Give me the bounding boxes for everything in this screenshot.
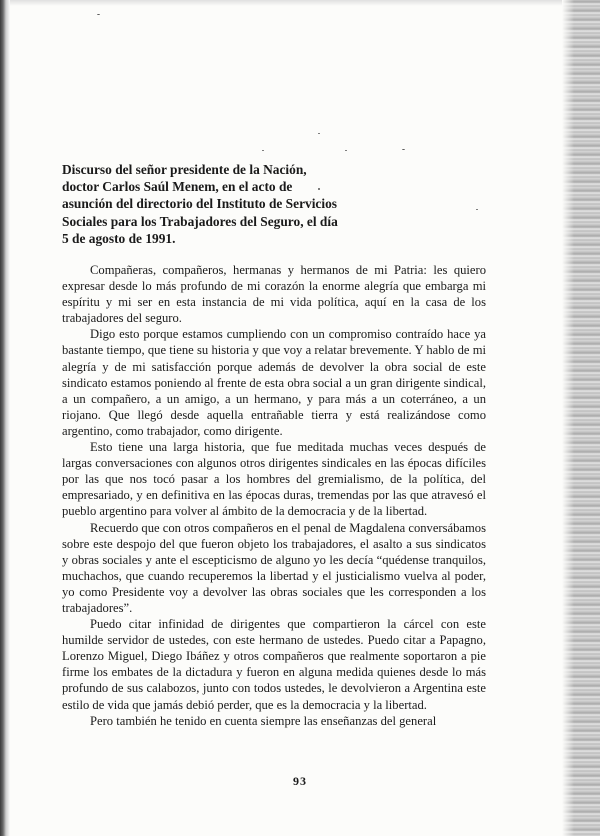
scan-speck [345,150,347,151]
page-number: 93 [293,774,307,788]
scan-speck [97,14,100,15]
page-binding-edge [0,0,10,836]
scan-speck [402,149,405,150]
scan-shadow [10,0,562,6]
speech-body [62,262,486,729]
scan-speck [318,133,320,134]
paragraph: Compañeras, compañeros, hermanas y hermanos de mi Patria: les quiero expresar desde lo más profundo de mi corazón la enorme alegría que embarga mi espíritu y mi ser en esta instancia de mi vida política, aquí en la casa de los trabajadores del seguro. [62,263,486,326]
scan-speck [476,209,478,210]
scan-speck [262,150,264,151]
paragraph: Digo esto porque estamos cumpliendo con un compromiso contraído hace ya bastante tiempo, que tiene su historia y que voy a relatar brevemente. Y hablo de mi alegría y de mi satisfacción porque además de devolver la obra social de este sindicato estamos poniendo al frente de esta obra social a un gran dirigente sindical, a un compañero, a un amigo, a un hermano, y para más a un coterráneo, a un riojano. Que llegó desde aquella entrañable tierra y está realizándose como argentino, como trabajador, como dirigente. [62,327,486,438]
paragraph: Puedo citar infinidad de dirigentes que compartieron la cárcel con este humilde servidor de ustedes, con este hermano de ustedes. Puedo citar a Papagno, Lorenzo Miguel, Diego Ibáñez y otros compañeros que realmente soportaron a pie firme los embates de la dictadura y fueron en alguna medida quienes desde lo más profundo de sus calabozos, junto con todos ustedes, le devolvieron a Argentina este estilo de vida que jamás debió perder, que es la democracia y la libertad. [62,617,486,712]
paragraph: Esto tiene una larga historia, que fue meditada muchas veces después de largas conversaciones con algunos otros dirigentes sindicales en las épocas difíciles por las que nos tocó pasar a los hombres del gremialismo, de la política, del empresariado, y en definitiva en las épocas duras, tremendas por las que atravesó el pueblo argentino para volver al ámbito de la democracia y de la libertad. [62,440,486,519]
paragraph: Recuerdo que con otros compañeros en el penal de Magdalena conversábamos sobre este despojo del que fueron objeto los trabajadores, el asalto a sus sindicatos y obras sociales y ante el escepticismo de alguno yo les decía “quédense tranquilos, muchachos, que cuando recuperemos la libertad y el justicialismo vuelva al poder, yo como Presidente voy a devolver las obras sociales que les corresponden a los trabajadores”. [62,520,486,615]
paragraph: Pero también he tenido en cuenta siempre las enseñanzas del general [90,713,437,728]
page-stack-edge [562,0,600,836]
speech-heading: Discurso del señor presidente de la Nación, doctor Carlos Saúl Menem, en el acto de asunción del directorio del Instituto de Servicios Sociales para los Trabajadores del Seguro, el día 5 de agosto de 1991. [62,162,338,246]
